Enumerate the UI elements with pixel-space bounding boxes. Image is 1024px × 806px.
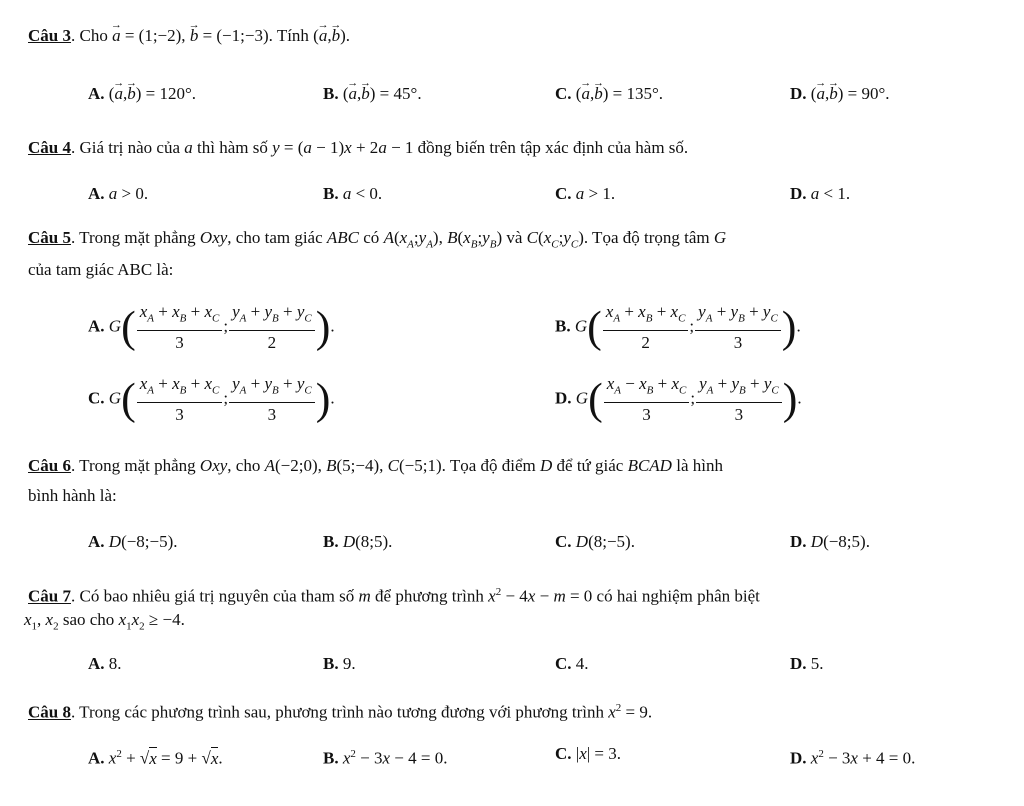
q3-option-b: B. (→ a,→ b) = 45°. <box>323 80 422 108</box>
q5-option-b: B. G( $\frac{x_A + x_B + x_C}{2}$ ; $\frac{y_A + y_B + y_C}{3}$ ). <box>555 302 801 353</box>
question-4-stem: Câu 4. Giá trị nào của a thì hàm số y = (a − 1)x + 2a − 1 đồng biến trên tập xác định của hàm số. <box>28 138 689 157</box>
question-4-options <box>0 180 1024 208</box>
q7-option-a: A. 8. <box>88 654 122 673</box>
question-3-label: Câu 3 <box>28 26 71 45</box>
question-8-stem: Câu 8. Trong các phương trình sau, phương trình nào tương đương với phương trình $x^2 = 9$. <box>28 702 653 722</box>
q3-option-c: C. (→ a,→ b) = 135°. <box>555 80 663 108</box>
question-4-label: Câu 4 <box>28 138 71 157</box>
question-8-label: Câu 8 <box>28 702 71 722</box>
q4-option-d: D. a < 1. <box>790 184 851 203</box>
q5-option-a: A. G( $\frac{x_A + x_B + x_C}{3}$ ; $\frac{y_A + y_B + y_C}{2}$ ). <box>88 302 335 353</box>
question-6-stem-line2: bình hành là: <box>28 486 117 505</box>
question-5-stem: Câu 5. Trong mặt phẳng Oxy, cho tam giác ABC có $A(x_A;y_A)$, $B(x_B;y_B)$ và $C(x_C;y_C)$. Tọa độ trọng tâm G <box>28 228 727 251</box>
q8-option-b: B. $x^2 - 3x - 4 = 0$. <box>323 748 448 768</box>
q4-option-a: A. a > 0. <box>88 184 149 203</box>
question-7-stem-line2: $x_1$, $x_2$ sao cho $x_1x_2 \ge -4$. <box>24 610 185 633</box>
question-5-options-cd <box>0 372 1024 426</box>
question-5-label: Câu 5 <box>28 228 71 247</box>
q8-option-c: C. |x| = 3. <box>555 744 621 763</box>
question-3-options <box>0 80 1024 108</box>
q7-option-d: D. 5. <box>790 654 824 673</box>
q6-option-b: B. D(8;5). <box>323 532 393 551</box>
question-6-options <box>0 528 1024 556</box>
question-5-stem-line2: của tam giác ABC là: <box>28 260 174 279</box>
q7-option-c: C. 4. <box>555 654 589 673</box>
q3-option-d: D. (→ a,→ b) = 90°. <box>790 80 890 108</box>
q6-option-c: C. D(8;−5). <box>555 532 635 551</box>
q8-option-d: D. $x^2 - 3x + 4 = 0$. <box>790 748 916 768</box>
q8-option-a: A. $x^2 + √x = 9 + √x$. <box>88 748 223 768</box>
q4-option-b: B. a < 0. <box>323 184 383 203</box>
q6-option-a: A. D(−8;−5). <box>88 532 178 551</box>
question-5-options-ab <box>0 300 1024 354</box>
question-3-stem: Câu 3. Cho → a = (1;−2), → b = (−1;−3). Tính (→ a,→ b). <box>28 22 1024 50</box>
question-6-stem: Câu 6. Trong mặt phẳng Oxy, cho A(−2;0), B(5;−4), C(−5;1). Tọa độ điểm D để tứ giác BCAD là hình <box>28 456 723 475</box>
q6-option-d: D. D(−8;5). <box>790 532 870 551</box>
question-7-label: Câu 7 <box>28 586 71 606</box>
q5-option-d: D. G( $\frac{x_A - x_B + x_C}{3}$ ; $\frac{y_A + y_B + y_C}{3}$ ). <box>555 374 802 425</box>
q5-option-c: C. G( $\frac{x_A + x_B + x_C}{3}$ ; $\frac{y_A + y_B + y_C}{3}$ ). <box>88 374 335 425</box>
question-6-label: Câu 6 <box>28 456 71 475</box>
q7-option-b: B. 9. <box>323 654 356 673</box>
q3-option-a: A. (→ a,→ b) = 120°. <box>88 80 196 108</box>
question-7-options <box>0 650 1024 678</box>
q4-option-c: C. a > 1. <box>555 184 616 203</box>
question-8-options <box>0 740 1024 768</box>
question-7-stem: Câu 7. Có bao nhiêu giá trị nguyên của tham số m để phương trình $x^2 - 4x - m = 0$ có hai nghiệm phân biệt <box>28 586 760 606</box>
